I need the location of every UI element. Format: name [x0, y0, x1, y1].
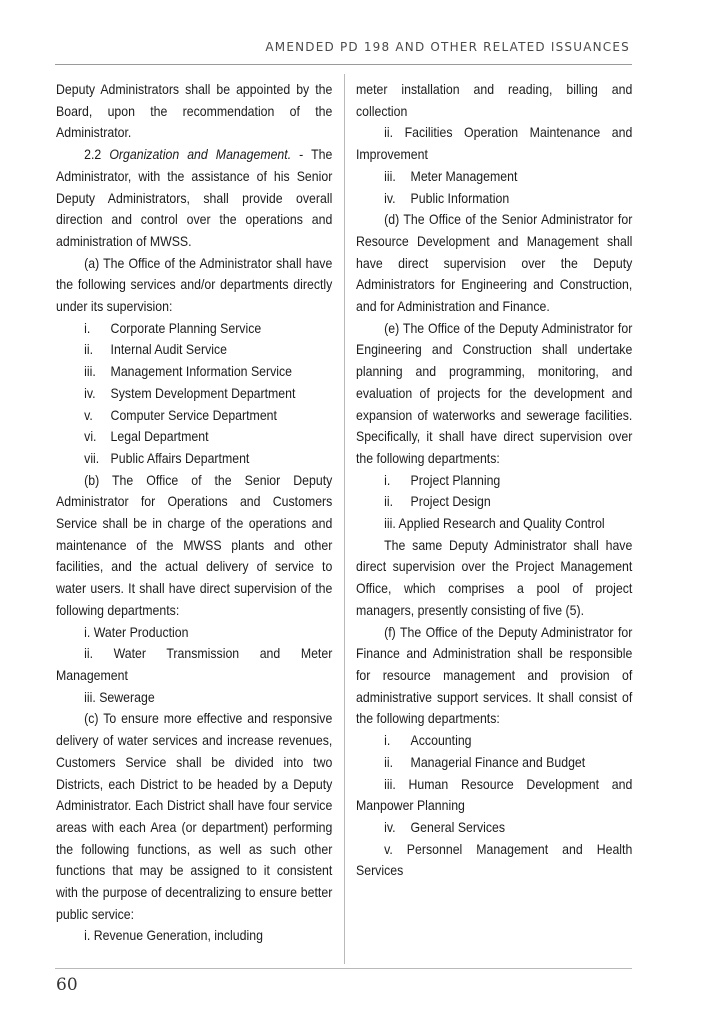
list-item	[356, 730, 632, 752]
list-item-text: Computer Service Department	[110, 406, 277, 423]
list-item-number: i.	[384, 732, 391, 749]
page-number: 60	[56, 975, 78, 995]
list-item	[356, 470, 632, 492]
running-title: AMENDED PD 198 AND OTHER RELATED ISSUANCES	[265, 40, 630, 54]
paragraph-f: (f) The Office of the Deputy Administrator for Finance and Administration shall be responsible for resource management and provision of administrative support services. It shall consist of the following departments:	[356, 623, 633, 727]
list-item-text: System Development Department	[110, 384, 296, 401]
paragraph: The same Deputy Administrator shall have direct supervision over the Project Management Office, which comprises a pool of project managers, presently consisting of five (5).	[356, 536, 633, 618]
list-item	[56, 383, 332, 405]
list-item-number: iv.	[84, 384, 96, 401]
list-item-text: Internal Audit Service	[110, 341, 227, 358]
paragraph-b: (b) The Office of the Senior Deputy Administrator for Operations and Customers Service shall be in charge of the operations and maintenance of the MWSS plants and other facilities, and the actual delivery of service to water users. It shall have direct supervision of the following departments:	[56, 471, 333, 618]
right-column	[356, 79, 632, 882]
list-item-text: Project Planning	[410, 471, 501, 488]
paragraph-c: (c) To ensure more effective and responsive delivery of water services and increase revenues, Customers Service shall be divided into two Districts, each District to be headed by a Deputy Administrator. Each District shall have four service areas with each Area (or department) performing the following functions, as well as such other functions that may be assigned to it consistent with the purpose of decentralizing to ensure better public service:	[56, 710, 333, 922]
list-item: iii. Sewerage	[84, 688, 155, 705]
paragraph-a: (a) The Office of the Administrator shall have the following services and/or departments directly under its supervision:	[56, 254, 333, 315]
list-item-number: iii.	[384, 167, 396, 184]
list-item: v. Personnel Management and Health Services	[356, 840, 633, 879]
list-item-number: vii.	[84, 449, 100, 466]
left-column	[56, 79, 332, 947]
list-item	[356, 491, 632, 513]
list-item-number: iii.	[84, 363, 96, 380]
list-item	[56, 448, 332, 470]
list-item	[56, 405, 332, 427]
list-item: ii. Water Transmission and Meter Management	[56, 645, 333, 683]
paragraph-d: (d) The Office of the Senior Administrator for Resource Development and Management shall have direct supervision over the Deputy Administrators for Engineering and Construction, and for Administration and Finance.	[356, 211, 633, 315]
list-item: i. Water Production	[84, 623, 189, 640]
list-item-text: Meter Management	[410, 167, 518, 184]
list-item-text: Accounting	[410, 732, 472, 749]
list-item	[56, 361, 332, 383]
section-heading: Organization and Management.	[109, 146, 292, 163]
list-item-number: ii.	[384, 753, 394, 770]
list-item-text: Corporate Planning Service	[110, 319, 262, 336]
list-item	[356, 166, 632, 188]
list-item-number: i.	[384, 471, 391, 488]
list-item: iii. Applied Research and Quality Control	[384, 515, 605, 532]
paragraph-continuation: meter installation and reading, billing and collection	[356, 81, 633, 119]
list-item-number: v.	[84, 406, 93, 423]
list-item	[356, 752, 632, 774]
section-text: - The Administrator, with the assistance of his Senior Deputy Administrators, shall provide overall direction and control over the operations and administration of MWSS.	[56, 146, 333, 249]
list-item-number: i.	[84, 319, 91, 336]
list-item-text: Legal Department	[110, 428, 209, 445]
list-item	[356, 817, 632, 839]
section-number: 2.2	[84, 146, 110, 163]
list-item-text: Public Affairs Department	[110, 449, 250, 466]
list-item: iii. Human Resource Development and Manpower Planning	[356, 775, 633, 814]
list-item-number: ii.	[84, 341, 94, 358]
list-item	[56, 339, 332, 361]
list-item-text: Project Design	[410, 493, 491, 510]
list-item-text: Managerial Finance and Budget	[410, 753, 586, 770]
list-item-number: ii.	[384, 493, 394, 510]
column-divider	[344, 74, 345, 964]
list-item-number: iv.	[384, 818, 396, 835]
list-item-text: Management Information Service	[110, 363, 293, 380]
list-a	[56, 318, 332, 470]
list-item: ii. Facilities Operation Maintenance and Improvement	[356, 124, 633, 163]
list-item-number: vi.	[84, 428, 97, 445]
list-item: i. Revenue Generation, including	[84, 927, 263, 944]
list-item-number: iv.	[384, 189, 396, 206]
running-header	[55, 38, 632, 65]
footer-rule	[55, 968, 632, 969]
list-item	[356, 188, 632, 210]
paragraph-e: (e) The Office of the Deputy Administrator for Engineering and Construction shall undertake planning and programming, monitoring, and evaluation of projects for the development and expansion of waterworks and sewerage facilities. Specifically, it shall have direct supervision over the following departments:	[356, 319, 633, 466]
list-item-text: Public Information	[410, 189, 510, 206]
list-item-text: General Services	[410, 818, 506, 835]
section-2-2	[56, 144, 332, 253]
list-item	[56, 426, 332, 448]
paragraph: Deputy Administrators shall be appointed by the Board, upon the recommendation of the Administrator.	[56, 81, 333, 141]
list-item	[56, 318, 332, 340]
